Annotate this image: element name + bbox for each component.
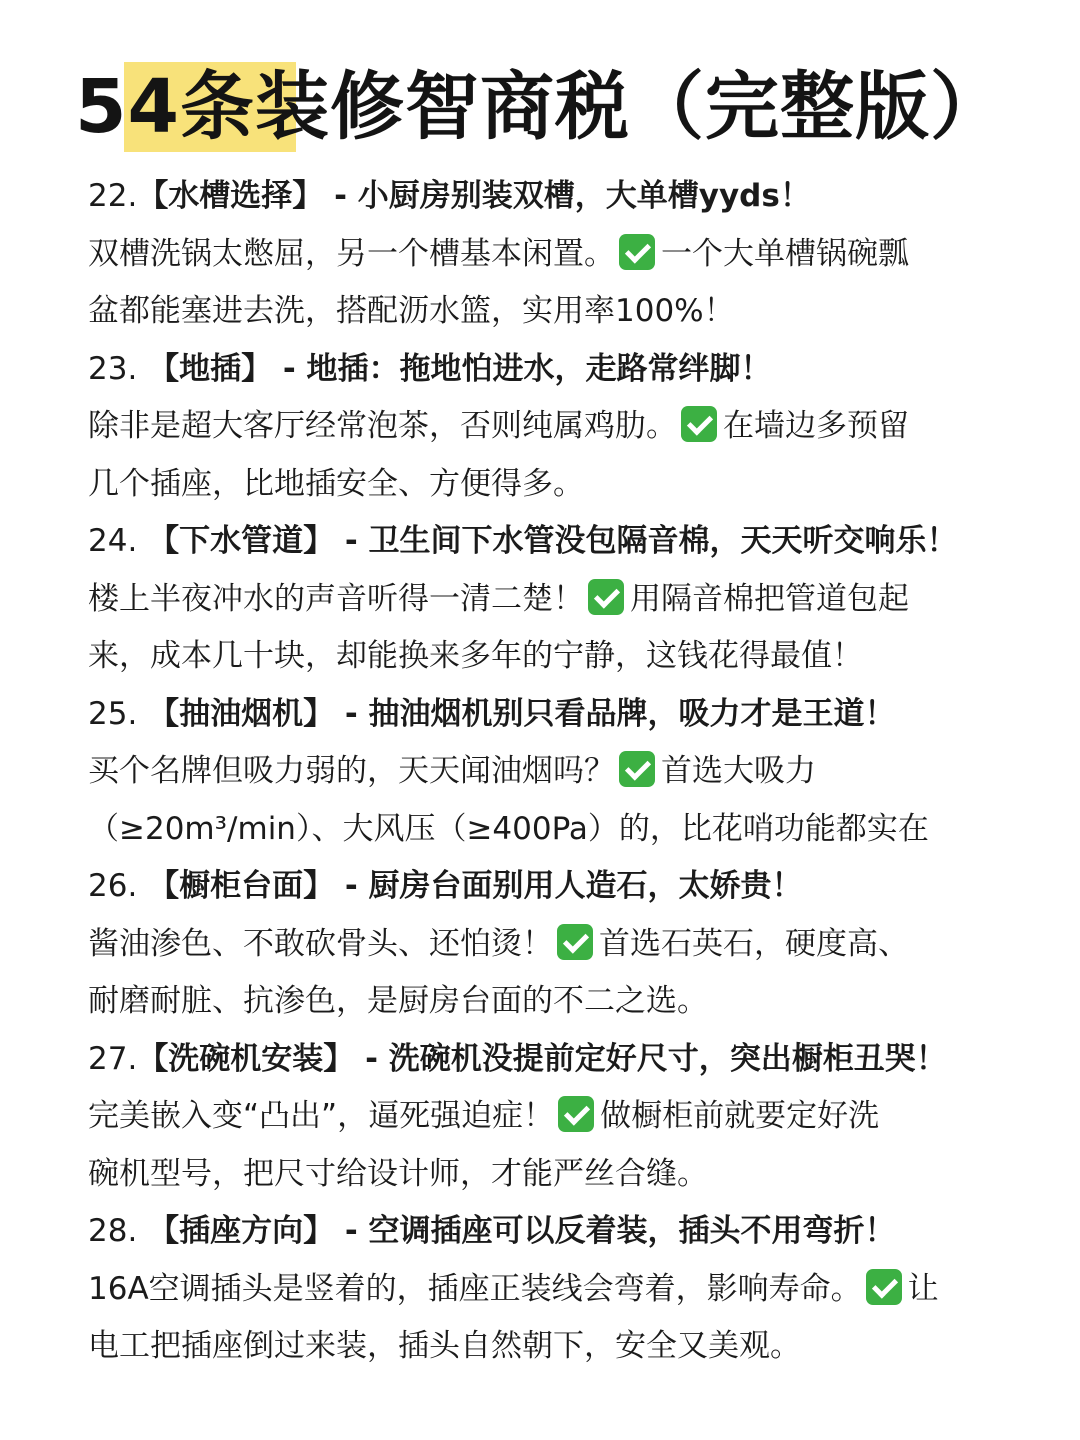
check-mark-icon [866, 1269, 902, 1305]
check-mark-icon [557, 924, 593, 960]
title-area [0, 52, 1080, 162]
tip-number: 25. [88, 695, 138, 732]
tip-text: 一个大单槽锅碗瓢 [661, 235, 909, 272]
tip-text-line [88, 456, 988, 514]
tip-text: 盆都能塞进去洗，搭配沥水篮，实用率100%！ [88, 293, 735, 329]
tip-text: 让 [907, 1270, 939, 1307]
tip-text: 耐磨耐脏、抗渗色，是厨房台面的不二之选。 [88, 983, 708, 1019]
tip-text-line [88, 1318, 988, 1376]
tip-text: 完美嵌入变“凸出”，逼死强迫症！ [88, 1098, 555, 1134]
page-title: 54条装修智商税（完整版） [75, 64, 1005, 150]
tip-number: 27. [88, 1040, 138, 1077]
tip-text-line [88, 1146, 988, 1204]
tip-text-line [88, 283, 988, 341]
tip-text: 电工把插座倒过来装，插头自然朝下，安全又美观。 [88, 1328, 801, 1364]
tip-title: 【洗碗机安装】 - 洗碗机没提前定好尺寸，突出橱柜丑哭！ [137, 1040, 947, 1077]
tip-heading [88, 858, 988, 916]
tip-title: 【地插】 - 地插：拖地怕进水，走路常绊脚！ [137, 350, 772, 387]
check-mark-icon [681, 406, 717, 442]
tip-title: 【抽油烟机】 - 抽油烟机别只看品牌，吸力才是王道！ [137, 695, 896, 732]
tip-title: 【下水管道】 - 卫生间下水管没包隔音棉，天天听交响乐！ [137, 523, 958, 559]
tip-text-line [88, 743, 988, 801]
tip-text: 碗机型号，把尺寸给设计师，才能严丝合缝。 [88, 1155, 708, 1192]
tip-text-line [88, 226, 988, 284]
tip-heading [88, 513, 988, 571]
tip-heading [88, 686, 988, 744]
tip-text-line [88, 398, 988, 456]
tip-text: 买个名牌但吸力弱的，天天闻油烟吗？ [88, 753, 615, 789]
tip-text: 在墙边多预留 [723, 408, 909, 444]
tip-text: 首选石英石，硬度高、 [599, 925, 909, 962]
tips-list [88, 168, 988, 1376]
tip-text-line [88, 571, 988, 629]
tip-heading [88, 1031, 988, 1089]
tip-text: 除非是超大客厅经常泡茶，否则纯属鸡肋。 [88, 408, 677, 444]
tip-title: 【插座方向】 - 空调插座可以反着装，插头不用弯折！ [137, 1213, 896, 1249]
tip-text: 16A空调插头是竖着的，插座正装线会弯着，影响寿命。 [88, 1270, 862, 1307]
tip-text: 首选大吸力 [661, 753, 816, 789]
tip-number: 23. [88, 350, 138, 387]
tip-text-line [88, 1261, 988, 1319]
tip-text-line [88, 973, 988, 1031]
tip-text-line [88, 916, 988, 974]
tip-text: 用隔音棉把管道包起 [630, 580, 909, 617]
tip-text: 双槽洗锅太憋屈，另一个槽基本闲置。 [88, 235, 615, 272]
check-mark-icon [619, 234, 655, 270]
tip-heading [88, 168, 988, 226]
tip-text: 来，成本几十块，却能换来多年的宁静，这钱花得最值！ [88, 638, 863, 674]
tip-title: 【水槽选择】 - 小厨房别装双槽，大单槽yyds！ [137, 178, 811, 214]
tip-text: （≥20m³/min）、大风压（≥400Pa）的，比花哨功能都实在 [88, 810, 929, 847]
tip-heading [88, 341, 988, 399]
check-mark-icon [619, 751, 655, 787]
tip-number: 28. [88, 1213, 138, 1249]
check-mark-icon [558, 1096, 594, 1132]
tip-text-line [88, 1088, 988, 1146]
tip-number: 22. [88, 178, 138, 214]
tip-number: 24. [88, 523, 138, 559]
check-mark-icon [588, 579, 624, 615]
tip-title: 【橱柜台面】 - 厨房台面别用人造石，太娇贵！ [137, 868, 803, 904]
tip-text-line [88, 801, 988, 859]
tip-text: 楼上半夜冲水的声音听得一清二楚！ [88, 580, 584, 617]
tip-text: 做橱柜前就要定好洗 [600, 1098, 880, 1134]
tip-text: 酱油渗色、不敢砍骨头、还怕烫！ [88, 925, 553, 962]
tip-text-line [88, 628, 988, 686]
tip-text: 几个插座，比地插安全、方便得多。 [88, 465, 584, 502]
tip-number: 26. [88, 868, 138, 904]
tip-heading [88, 1203, 988, 1261]
